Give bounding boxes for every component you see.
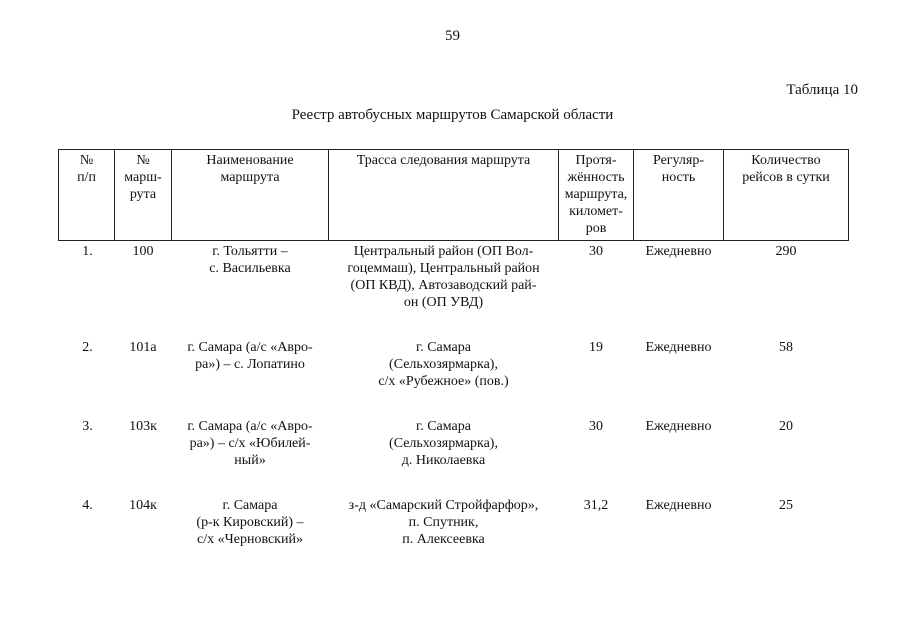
cell-trips-per-day: 20 bbox=[779, 419, 793, 434]
cell-route-name: г. Самара (а/с «Авро- ра») – с/х «Юбилей- ный» bbox=[187, 419, 313, 468]
page-number: 59 bbox=[445, 28, 460, 44]
header-index: № п/п bbox=[59, 150, 115, 241]
header-route-number: № марш- рута bbox=[115, 150, 172, 241]
table-row bbox=[59, 241, 849, 338]
cell-route-path: г. Самара (Сельхозярмарка), д. Николаевка bbox=[389, 419, 498, 468]
cell-route-number: 101а bbox=[129, 340, 157, 355]
cell-index: 3. bbox=[82, 419, 93, 434]
cell-route-number: 103к bbox=[129, 419, 157, 434]
header-regularity: Регуляр- ность bbox=[634, 150, 724, 241]
cell-route-length: 19 bbox=[589, 340, 603, 355]
cell-route-length: 30 bbox=[589, 419, 603, 434]
table-label: Таблица 10 bbox=[786, 82, 858, 98]
table-row bbox=[59, 337, 849, 416]
cell-route-name: г. Тольятти – с. Васильевка bbox=[209, 244, 291, 276]
cell-trips-per-day: 58 bbox=[779, 340, 793, 355]
cell-regularity: Ежедневно bbox=[645, 419, 712, 434]
cell-route-path: Центральный район (ОП Вол- гоцеммаш), Центральный район (ОП КВД), Автозаводский рай- он (ОП УВД) bbox=[347, 244, 540, 310]
cell-route-length: 31,2 bbox=[583, 498, 609, 513]
cell-route-name: г. Самара (а/с «Авро- ра») – с. Лопатино bbox=[187, 340, 313, 372]
header-route-path: Трасса следования маршрута bbox=[329, 150, 559, 241]
cell-index: 2. bbox=[82, 340, 93, 355]
cell-route-path: з-д «Самарский Стройфарфор», п. Спутник, п. Алексеевка bbox=[348, 498, 539, 547]
cell-regularity: Ежедневно bbox=[645, 244, 712, 259]
cell-route-name: г. Самара (р-к Кировский) – с/х «Черновский» bbox=[196, 498, 304, 547]
cell-route-path: г. Самара (Сельхозярмарка), с/х «Рубежное» (пов.) bbox=[378, 340, 509, 389]
table-header-row bbox=[59, 150, 849, 241]
header-trips-per-day: Количество рейсов в сутки bbox=[724, 150, 849, 241]
cell-route-number: 104к bbox=[129, 498, 157, 513]
routes-table bbox=[58, 149, 849, 574]
cell-regularity: Ежедневно bbox=[645, 498, 712, 513]
cell-trips-per-day: 25 bbox=[779, 498, 793, 513]
header-route-length: Протя- жённость маршрута, километ- ров bbox=[559, 150, 634, 241]
cell-index: 4. bbox=[82, 498, 93, 513]
cell-regularity: Ежедневно bbox=[645, 340, 712, 355]
table-row bbox=[59, 495, 849, 574]
cell-route-number: 100 bbox=[132, 244, 154, 259]
table-row bbox=[59, 416, 849, 495]
cell-trips-per-day: 290 bbox=[775, 244, 797, 259]
header-route-name: Наименование маршрута bbox=[172, 150, 329, 241]
cell-index: 1. bbox=[82, 244, 93, 259]
cell-route-length: 30 bbox=[589, 244, 603, 259]
document-title: Реестр автобусных маршрутов Самарской области bbox=[291, 107, 614, 123]
